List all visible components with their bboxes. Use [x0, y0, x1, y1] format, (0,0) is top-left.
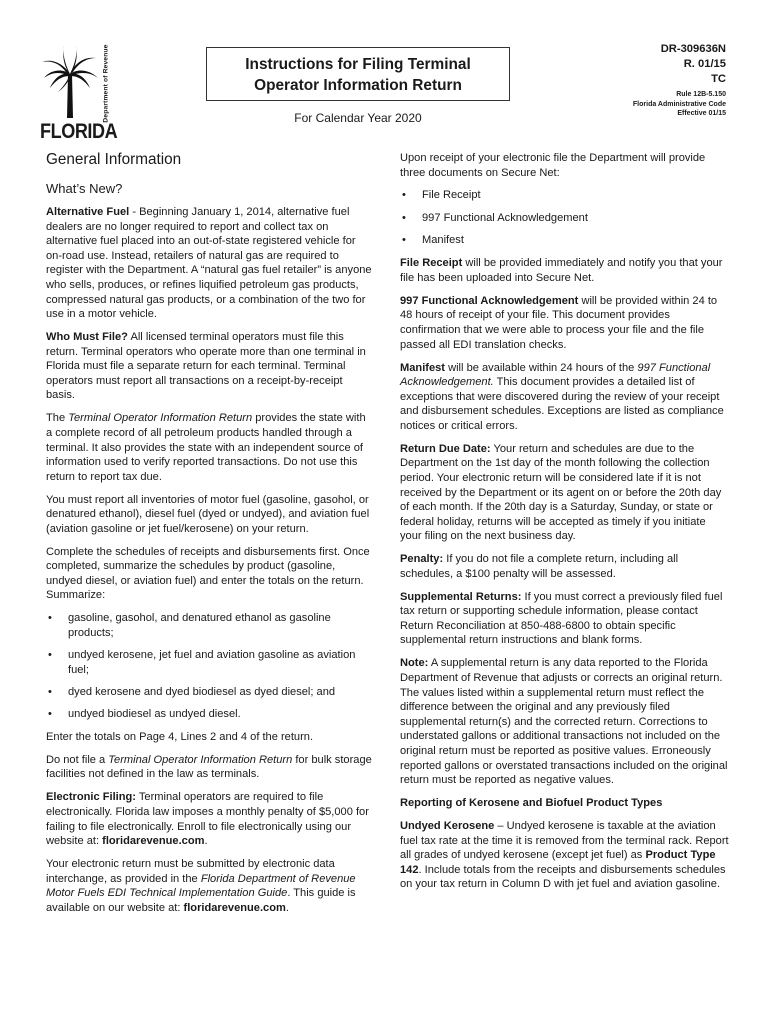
bulk-storage-paragraph: Do not file a Terminal Operator Information Return for bulk storage facilities not defined in the law as terminals. [46, 753, 372, 781]
list-item: • Manifest [400, 233, 730, 248]
agency-side-text: Department of Revenue [102, 44, 110, 123]
left-column [46, 151, 373, 924]
page-title: Instructions for Filing Terminal Operator Information Return [206, 47, 510, 101]
inventories-paragraph: You must report all inventories of motor fuel (gasoline, gasohol, or denatured ethanol), diesel fuel (dyed or undyed), and aviation fuel (aviation gasoline or jet fuel/kerosene) on your return. [46, 493, 370, 535]
rule-block: Rule 12B-5.150 Florida Administrative Code Effective 01/15 [632, 91, 726, 118]
return-purpose-paragraph: The Terminal Operator Information Return provides the state with a complete record of all petroleum products handled through a terminal. It also provides the state with an independent source of information used to verify reported transactions. Do not use this return to report tax due. [46, 412, 366, 483]
reporting-heading: Reporting of Kerosene and Biofuel Product Types [400, 797, 663, 810]
note-paragraph: Note: A supplemental return is any data reported to the Florida Department of Revenue that adjusts or corrects an original return. The values listed within a supplemental return must reflect the difference between the original and any previously filed supplemental return(s) and the corrected return. Corrections to understated gallons or additional transactions not included on the original return must be reported as positive values. Erroneously reported gallons or overstated transactions included on the original return must be reported as negative values. [400, 657, 728, 787]
list-item: • gasoline, gasohol, and denatured ethanol as gasoline products; [46, 611, 373, 640]
right-column [400, 151, 730, 900]
list-item: • undyed biodiesel as undyed diesel. [46, 707, 373, 722]
list-item: • dyed kerosene and dyed biodiesel as dyed diesel; and [46, 685, 373, 700]
form-revision: R. 01/15 [683, 58, 726, 70]
totals-paragraph: Enter the totals on Page 4, Lines 2 and 4 of the return. [46, 730, 314, 743]
section-heading: General Information [46, 151, 182, 168]
form-number: DR-309636N [660, 43, 726, 55]
form-suffix: TC [711, 73, 726, 85]
alternative-fuel-paragraph: Alternative Fuel - Beginning January 1, 2014, alternative fuel dealers are no longer required to report and collect tax on alternative fuel placed into an out-of-state registered vehicle for on-road use. Instead, retailers of natural gas are required to register with the Department. A “natural gas fuel retailer” is anyone who sells, produces, or refines liquified petroleum gas products, compressed natural gas products, or a combination of the two for use in a motor vehicle. [46, 206, 372, 321]
due-date-paragraph: Return Due Date: Your return and schedules are due to the Department on the 1st day of the month following the collection period. Your electronic return will be considered late if it is not received by the Department or its agent on or before the 20th day of each month. If the 20th day is a Saturday, Sunday, or state or federal holiday, returns will be accepted as timely if you initiate your filing on the next business day. [400, 442, 722, 543]
website-link[interactable]: floridarevenue.com [102, 835, 205, 848]
file-receipt-paragraph: File Receipt will be provided immediately and notify you that your file has been uploaded into Secure Net. [400, 257, 723, 284]
agency-name: FLORIDA [40, 120, 118, 143]
list-item: • File Receipt [400, 188, 730, 203]
manifest-paragraph: Manifest will be available within 24 hours of the 997 Functional Acknowledgement. This document provides a detailed list of exceptions that were discovered during the review of your receipt and disbursement schedules. Exceptions are listed as compliance notices or critical errors. [400, 361, 724, 432]
undyed-kerosene-paragraph: Undyed Kerosene – Undyed kerosene is taxable at the aviation fuel tax rate at the time it is removed from the terminal rack. Report all grades of undyed kerosene (except jet fuel) as Product Type 142. Include totals from the receipts and disbursements schedules on your tax return in Column D with jet fuel and aviation gasoline. [400, 819, 729, 891]
calendar-year: For Calendar Year 2020 [294, 111, 422, 125]
electronic-filing-paragraph: Electronic Filing: Terminal operators are required to file electronically. Florida law imposes a monthly penalty of $5,000 for failing to file electronically. Enroll to file electronically using our website at: floridarevenue.com. [46, 791, 369, 848]
florida-dor-logo [40, 44, 118, 144]
who-must-file-paragraph: Who Must File? All licensed terminal operators must file this return. Terminal operators who operate more than one terminal in Florida must file a separate return for each terminal. Terminal operators must report all transactions on a receipt-by-receipt basis. [46, 331, 366, 402]
list-item: • 997 Functional Acknowledgement [400, 211, 730, 226]
schedules-paragraph: Complete the schedules of receipts and disbursements first. Once completed, summarize the schedules by product (gasoline, undyed diesel, or aviation fuel) and enter the totals on the return. Summarize: [46, 545, 370, 602]
supplemental-paragraph: Supplemental Returns: If you must correct a previously filed fuel tax return or supporting schedule information, please contact Return Reconciliation at 850-488-6800 to obtain specific supplemental return instructions and blank forms. [400, 590, 723, 647]
edi-paragraph: Your electronic return must be submitted by electronic data interchange, as provided in the Florida Department of Revenue Motor Fuels EDI Technical Implementation Guide. This guide is available on our website at: floridarevenue.com. [46, 858, 356, 914]
ack997-paragraph: 997 Functional Acknowledgement will be provided within 24 to 48 hours of receipt of your file. This document provides confirmation that we were able to process your file and the file passed all EDI translation checks. [400, 294, 718, 351]
summarize-list [46, 611, 373, 721]
intro-paragraph: Upon receipt of your electronic file the Department will provide three documents on Secure Net: [400, 152, 706, 179]
list-item: • undyed kerosene, jet fuel and aviation gasoline as aviation fuel; [46, 648, 373, 677]
palm-tree-icon [40, 44, 100, 120]
section-subheading: What’s New? [46, 181, 123, 196]
penalty-paragraph: Penalty: If you do not file a complete return, including all schedules, a $100 penalty will be assessed. [400, 553, 679, 580]
documents-list [400, 188, 730, 248]
form-number-block [661, 42, 726, 87]
website-link[interactable]: floridarevenue.com [183, 901, 286, 914]
